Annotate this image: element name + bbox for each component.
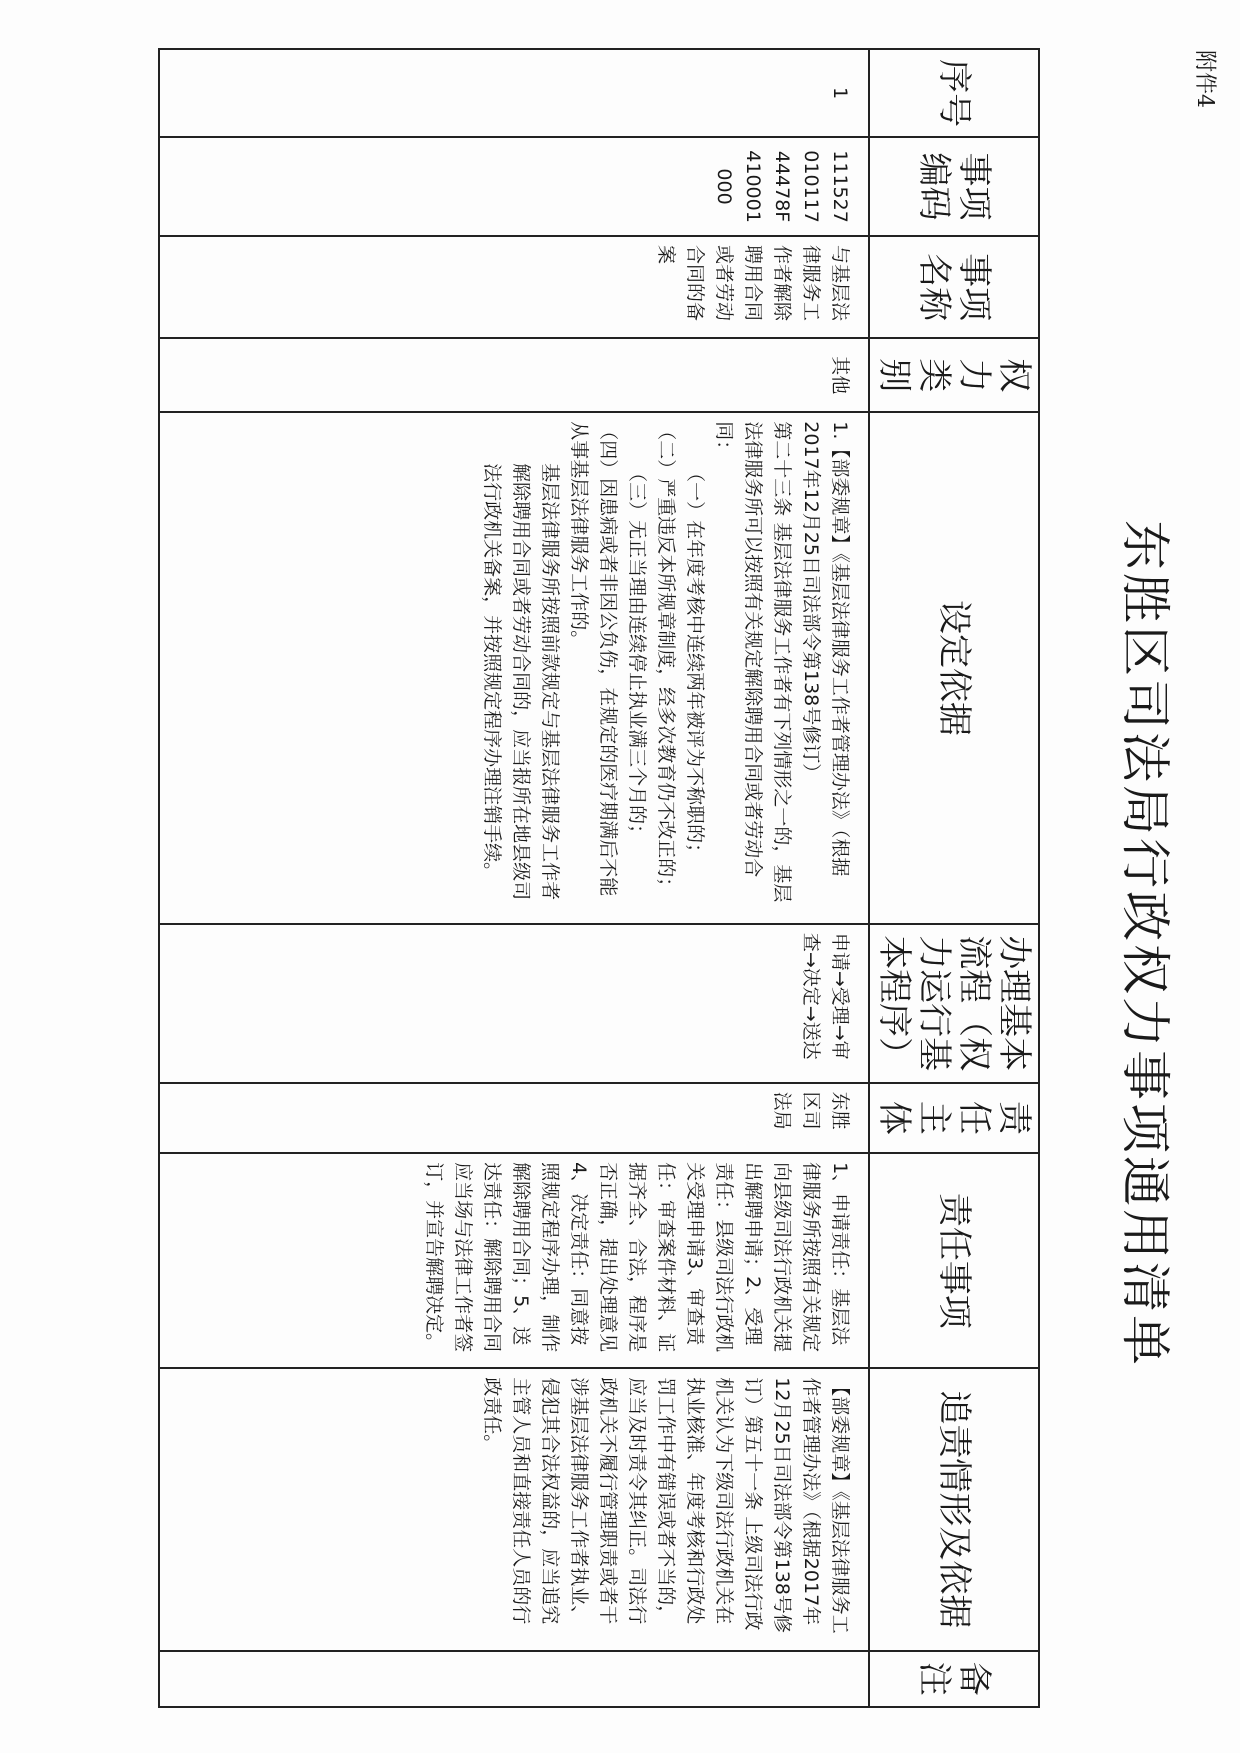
basis-item-4: （四）因患病或者非因公负伤，在规定的医疗期满后不能从事基层法律服务工作的。 bbox=[568, 421, 619, 897]
header-basis: 设定依据 bbox=[869, 412, 1039, 924]
cell-accountability: 【部委规章】《基层法律服务工作者管理办法》（根据2017年12月25日司法部令第138号修订）第五十一条 上级司法行政机关认为下级司法行政机关在执业核准、年度考核和行政处罚工作中有错误或者不当的，应当及时责令其纠正。司法行政机关不履行管理职责或者干涉基层法律服务工作者执业、侵犯其合法权益的，应当追究主管人员和直接责任人员的行政责任。 bbox=[159, 1368, 869, 1650]
basis-item-3: （三）无正当理由连续停止执业满三个月的； bbox=[626, 463, 648, 844]
table-header-row bbox=[869, 49, 1039, 1707]
cell-index: 1 bbox=[159, 49, 869, 137]
header-index: 序号 bbox=[869, 49, 1039, 137]
cell-basis bbox=[159, 412, 869, 924]
cell-code: 11152701011744478F410001000 bbox=[159, 137, 869, 236]
cell-duties: 1、申请责任：基层法律服务所按照有关规定向县级司法行政机关提出解聘申请；2、受理责任：县级司法行政机关受理申请3、审查责任：审查案件材料、证据齐全、合法，程序是否正确，提出处理意见4、决定责任：同意按照规定程序办理，制作解除聘用合同；5、送达责任：解除聘用合同应当场与法律工作者签订，并宣告解聘决定。 bbox=[159, 1153, 869, 1368]
table-row bbox=[159, 49, 869, 1707]
header-code: 事项编码 bbox=[869, 137, 1039, 236]
basis-item-1: （一）在年度考核中连续两年被评为不称职的； bbox=[684, 463, 706, 863]
cell-name: 与基层法律服务工作者解除聘用合同或者劳动合同的备案 bbox=[159, 236, 869, 338]
cell-remark bbox=[159, 1651, 869, 1708]
cell-process: 申请→受理→审查→决定→送达 bbox=[159, 924, 869, 1083]
basis-line-1: 1.【部委规章】《基层法律服务工作者管理办法》（根据2017年12月25日司法部令第138号修订） bbox=[800, 421, 851, 877]
cell-subject: 东胜区司法局 bbox=[159, 1083, 869, 1154]
document-title: 东胜区司法局行政权力事项通用清单 bbox=[1116, 520, 1174, 1368]
attachment-label: 附件4 bbox=[1192, 50, 1217, 108]
header-remark: 备注 bbox=[869, 1651, 1039, 1708]
header-accountability: 追责情形及依据 bbox=[869, 1368, 1039, 1650]
header-duties: 责任事项 bbox=[869, 1153, 1039, 1368]
header-subject: 责任主体 bbox=[869, 1083, 1039, 1154]
basis-item-2: （二）严重违反本所规章制度，经多次教育仍不改正的； bbox=[655, 421, 677, 897]
basis-line-2: 第二十三条 基层法律服务工作者有下列情形之一的，基层法律服务所可以按照有关规定解除聘用合同或者劳动合同： bbox=[713, 421, 793, 903]
basis-line-3: 基层法律服务所按照前款规定与基层法律服务工作者解除聘用合同或者劳动合同的，应当报所在地县级司法行政机关备案，并按照规定程序办理注销手续。 bbox=[481, 463, 561, 901]
header-category: 权力类别 bbox=[869, 338, 1039, 412]
power-list-table bbox=[158, 48, 1040, 1708]
header-process: 办理基本流程（权力运行基本程序） bbox=[869, 924, 1039, 1083]
header-name: 事项名称 bbox=[869, 236, 1039, 338]
cell-category: 其他 bbox=[159, 338, 869, 412]
